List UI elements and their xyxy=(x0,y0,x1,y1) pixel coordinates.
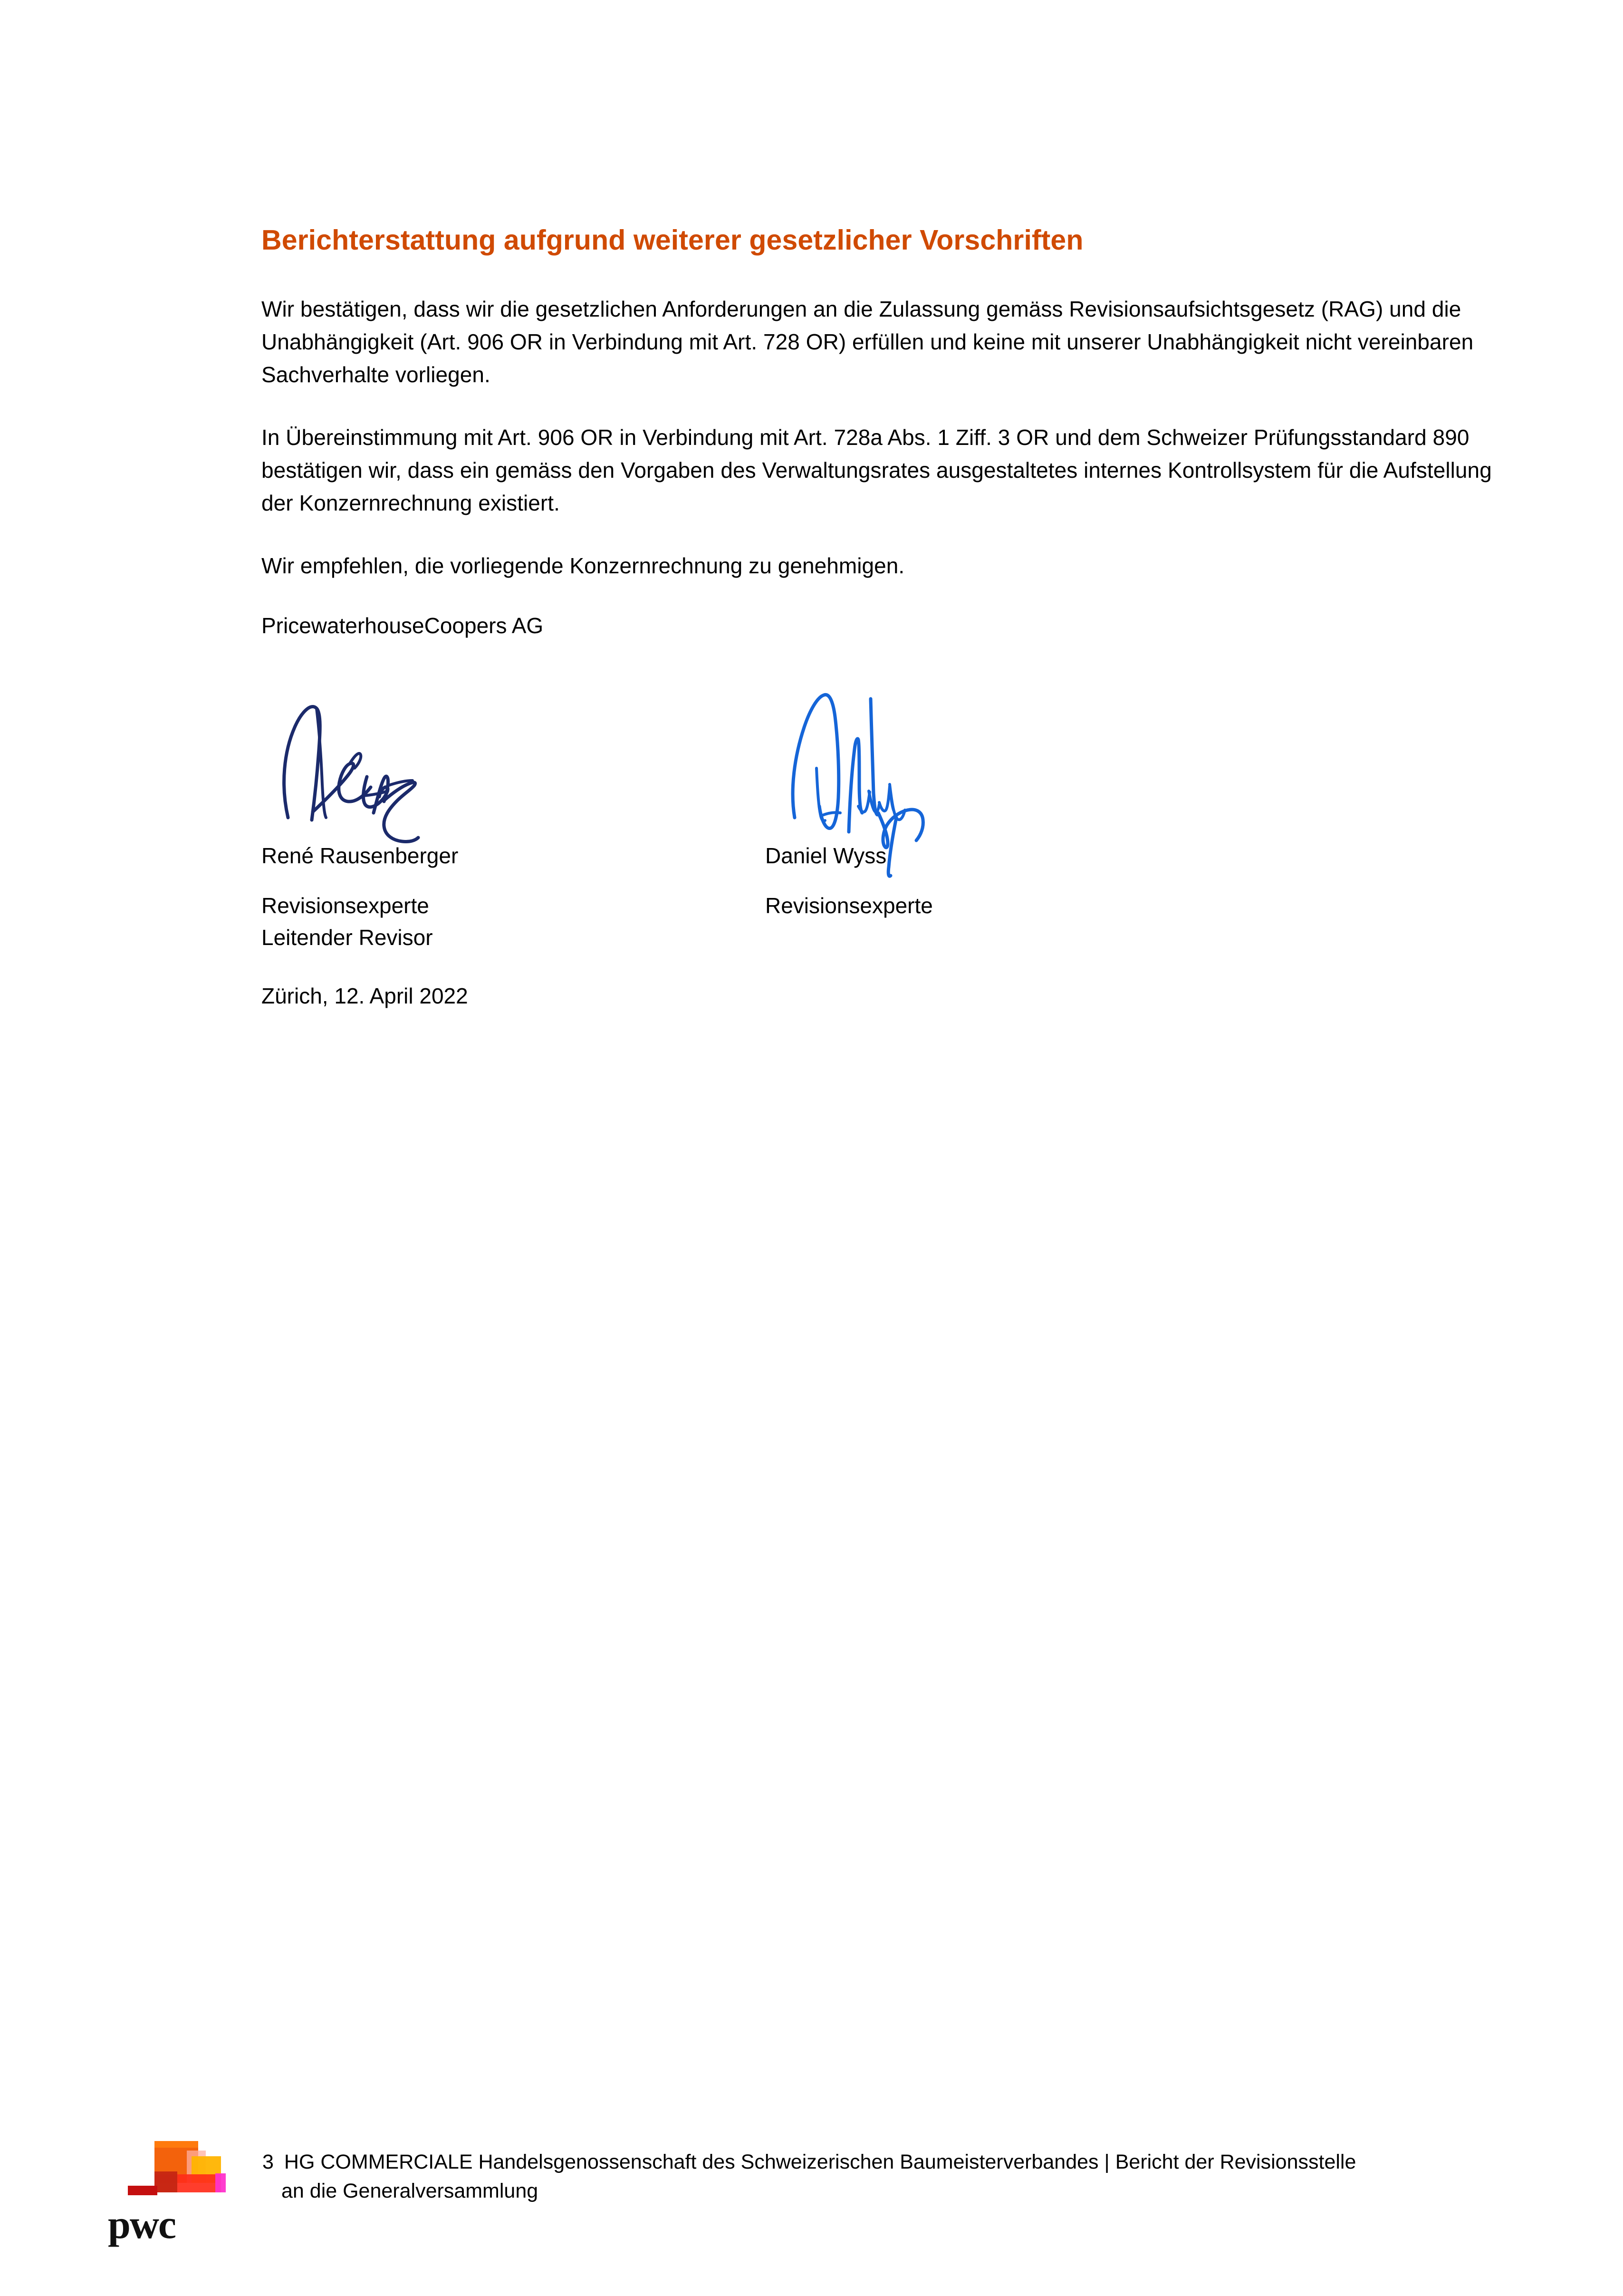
footer-page-number: 3 xyxy=(262,2151,274,2173)
signatory-name-2: Daniel Wyss xyxy=(765,843,887,868)
signatory-title-2 xyxy=(765,890,933,922)
signatory-names-row xyxy=(261,842,1402,871)
signatory-name-1: René Rausenberger xyxy=(261,843,459,868)
page-footer xyxy=(0,2129,1623,2271)
pwc-mark-icon xyxy=(98,2137,255,2206)
place-and-date: Zürich, 12. April 2022 xyxy=(261,984,468,1008)
paragraph-independence: Wir bestätigen, dass wir die gesetzlichen Anforderungen an die Zulassung gemäss Revisionsaufsichtsgesetz (RAG) und die Unabhängigkeit (Art. 906 OR in Verbindung mit Art. 728 OR) erfüllen und keine mit unserer Unabhängigkeit nicht vereinbaren Sachverhalte vorliegen. xyxy=(261,296,1474,387)
signatory-title-2-line1: Revisionsexperte xyxy=(765,893,933,918)
document-body xyxy=(261,223,1492,642)
paragraph-recommendation: Wir empfehlen, die vorliegende Konzernrechnung zu genehmigen. xyxy=(261,553,905,578)
footer-report-subtitle: an die Generalversammlung xyxy=(281,2180,538,2203)
paragraph-internal-control: In Übereinstimmung mit Art. 906 OR in Verbindung mit Art. 728a Abs. 1 Ziff. 3 OR und dem Schweizer Prüfungsstandard 890 bestätigen wir, dass ein gemäss den Vorgaben des Verwaltungsrates ausgestaltetes internes Kontrollsystem für die Aufstellung der Konzernrechnung existiert. xyxy=(261,424,1492,515)
pwc-wordmark: pwc xyxy=(108,2201,176,2247)
signatory-title-1-line2: Leitender Revisor xyxy=(261,925,433,950)
footer-report-title: Bericht der Revisionsstelle xyxy=(1115,2151,1356,2173)
footer-entity-name: HG COMMERCIALE Handelsgenossenschaft des Schweizerischen Baumeisterverbandes xyxy=(284,2151,1099,2173)
footer-text xyxy=(262,2148,1546,2206)
pwc-logo xyxy=(98,2137,255,2256)
page-title: Berichterstattung aufgrund weiterer gesetzlicher Vorschriften xyxy=(261,224,1084,256)
footer-separator: | xyxy=(1104,2151,1110,2173)
audit-firm-name: PricewaterhouseCoopers AG xyxy=(261,613,544,638)
signatory-title-1 xyxy=(261,890,433,953)
signatory-title-1-line1: Revisionsexperte xyxy=(261,893,429,918)
